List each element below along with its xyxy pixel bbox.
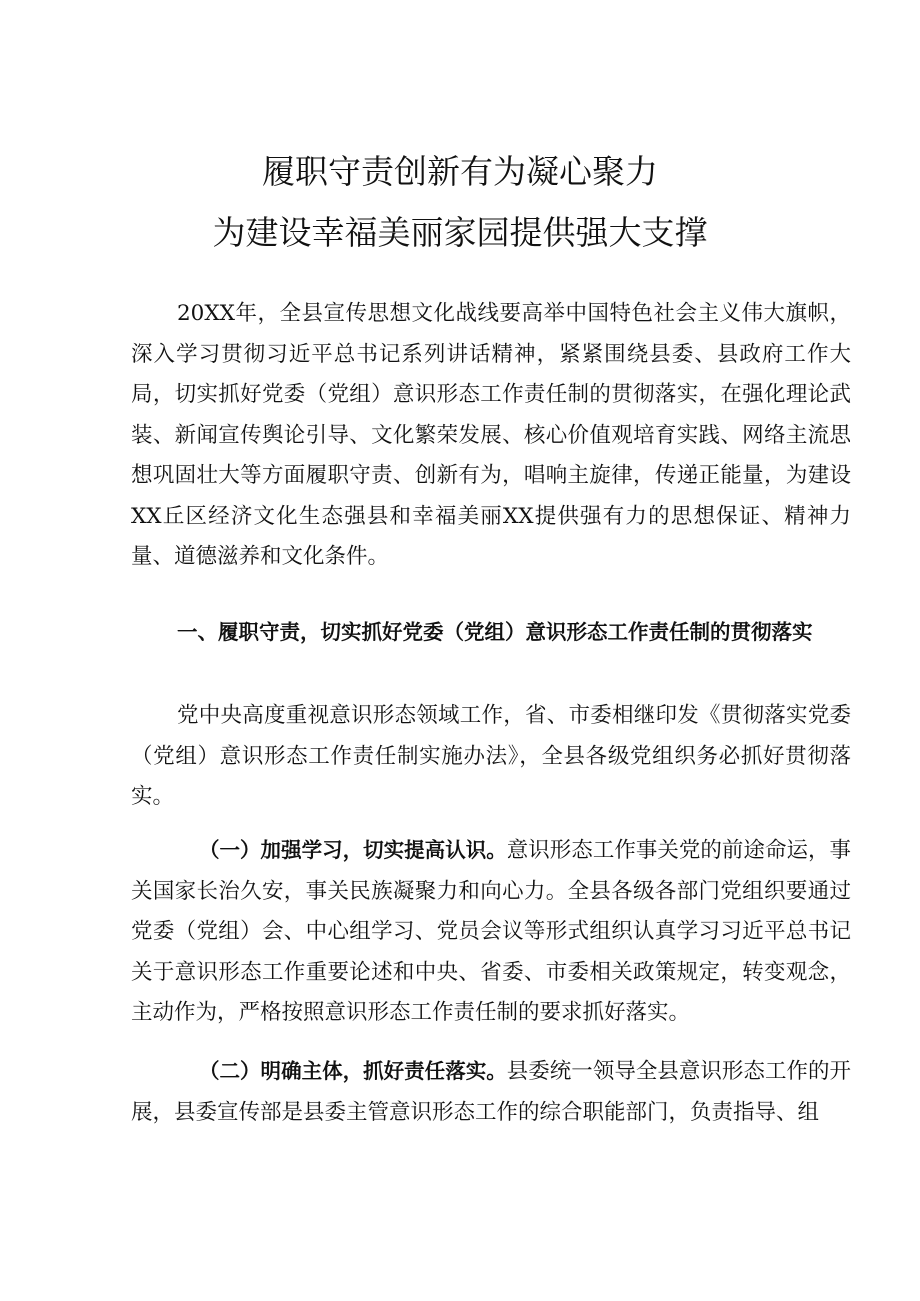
section-1-heading: 一、履职守责，切实抓好党委（党组）意识形态工作责任制的贯彻落实 (177, 620, 813, 644)
document-title-line-1: 履职守责创新有为凝心聚力 (262, 152, 658, 191)
item-1-paragraph (131, 830, 851, 1034)
section-1-paragraph: 党中央高度重视意识形态领域工作，省、市委相继印发《贯彻落实党委（党组）意识形态工作责任制实施办法》，全县各级党组织务必抓好贯彻落实。 (131, 703, 851, 809)
item-2-text: 县委统一领导全县意识形态工作的开展，县委宣传部是县委主管意识形态工作的综合职能部门，负责指导、组 (131, 1059, 851, 1125)
document-title-line-2: 为建设幸福美丽家园提供强大支撑 (212, 213, 708, 252)
item-1-text: 意识形态工作事关党的前途命运，事关国家长治久安，事关民族凝聚力和向心力。全县各级各部门党组织要通过党委（党组）会、中心组学习、党员会议等形式组织认真学习习近平总书记关于意识形态工作重要论述和中央、省委、市委相关政策规定，转变观念，主动作为，严格按照意识形态工作责任制的要求抓好落实。 (131, 838, 851, 1025)
item-1-lead: （一）加强学习，切实提高认识。 (199, 838, 507, 862)
item-2-lead: （二）明确主体，抓好责任落实。 (199, 1059, 507, 1083)
intro-paragraph: 20XX年，全县宣传思想文化战线要高举中国特色社会主义伟大旗帜，深入学习贯彻习近平总书记系列讲话精神，紧紧围绕县委、县政府工作大局，切实抓好党委（党组）意识形态工作责任制的贯彻落实，在强化理论武装、新闻宣传舆论引导、文化繁荣发展、核心价值观培育实践、网络主流思想巩固壮大等方面履职守责、创新有为，唱响主旋律，传递正能量，为建设XX丘区经济文化生态强县和幸福美丽XX提供强有力的思想保证、精神力量、道德滋养和文化条件。 (131, 301, 851, 569)
item-2-paragraph (131, 1051, 851, 1133)
